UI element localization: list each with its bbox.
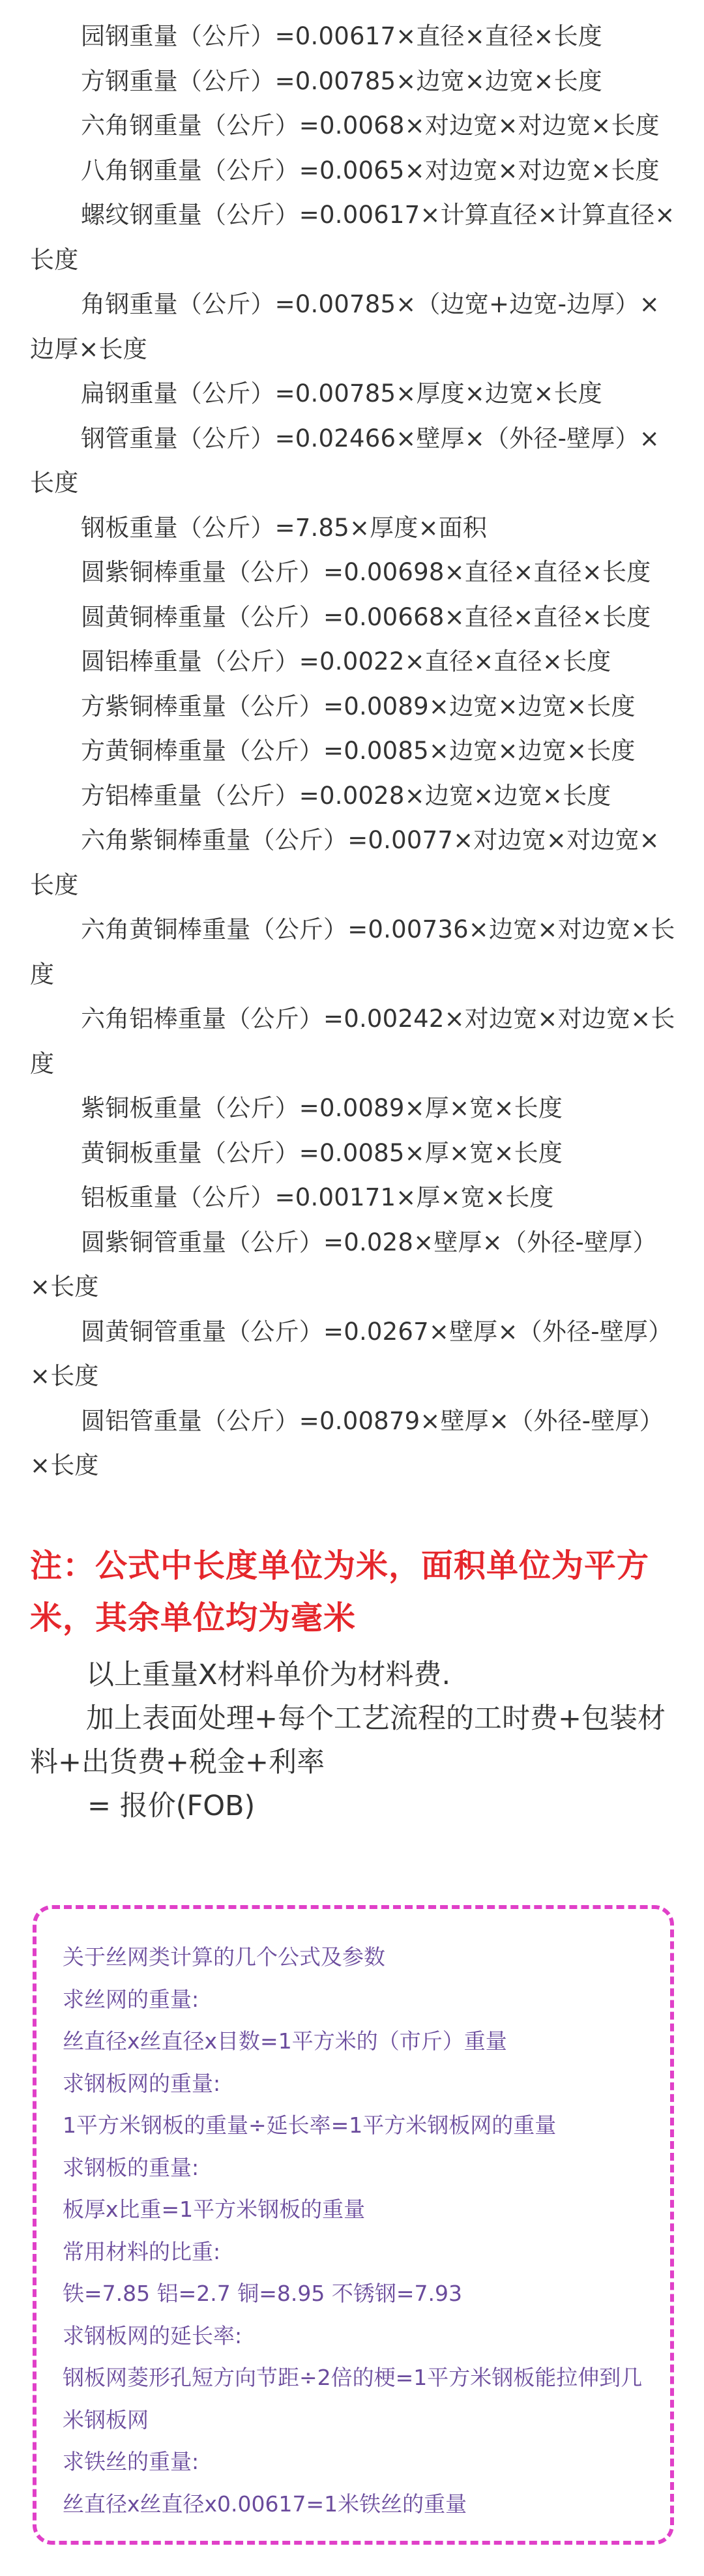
formula-flat-steel: 扁钢重量（公斤）=0.00785×厚度×边宽×长度	[81, 379, 603, 407]
formula-round-aluminum-bar: 圆铝棒重量（公斤）=0.0022×直径×直径×长度	[81, 647, 611, 675]
formula-square-brass-bar: 方黄铜棒重量（公斤）=0.0085×边宽×边宽×长度	[81, 737, 636, 765]
formula-square-steel: 方钢重量（公斤）=0.00785×边宽×边宽×长度	[81, 67, 603, 95]
formula-hexagon-steel: 六角钢重量（公斤）=0.0068×对边宽×对边宽×长度	[81, 111, 660, 140]
formula-angle-steel: 角钢重量（公斤）=0.00785×（边宽+边宽-边厚）×边厚×长度	[30, 290, 660, 363]
formula-hexagon-copper-bar: 六角紫铜棒重量（公斤）=0.0077×对边宽×对边宽×长度	[30, 826, 660, 899]
formula-list	[30, 14, 675, 1488]
formula-square-copper-bar: 方紫铜棒重量（公斤）=0.0089×边宽×边宽×长度	[81, 692, 636, 720]
formula-rebar: 螺纹钢重量（公斤）=0.00617×计算直径×计算直径×长度	[30, 201, 675, 274]
formula-brass-plate: 黄铜板重量（公斤）=0.0085×厚×宽×长度	[81, 1138, 563, 1167]
expanded-metal-weight-formula: 1平方米钢板的重量÷延长率=1平方米钢板网的重量	[63, 2112, 557, 2138]
formula-steel-plate: 钢板重量（公斤）=7.85×厚度×面积	[81, 513, 488, 542]
expanded-metal-weight-heading: 求钢板网的重量:	[63, 2070, 221, 2096]
expansion-rate-heading: 求钢板网的延长率:	[63, 2322, 242, 2348]
formula-steel-pipe: 钢管重量（公斤）=0.02466×壁厚×（外径-壁厚）×长度	[30, 424, 660, 497]
material-density-heading: 常用材料的比重:	[63, 2238, 221, 2264]
steel-plate-weight-heading: 求钢板的重量:	[63, 2154, 199, 2180]
wire-mesh-formula-box	[33, 1905, 674, 2545]
formula-round-steel: 园钢重量（公斤）=0.00617×直径×直径×长度	[81, 22, 603, 50]
formula-octagon-steel: 八角钢重量（公斤）=0.0065×对边宽×对边宽×长度	[81, 156, 660, 185]
material-density-values: 铁=7.85 铝=2.7 铜=8.95 不锈钢=7.93	[63, 2281, 462, 2306]
formula-round-brass-bar: 圆黄铜棒重量（公斤）=0.00668×直径×直径×长度	[81, 602, 651, 631]
wire-mesh-weight-formula: 丝直径x丝直径x目数=1平方米的（市斤）重量	[63, 2028, 507, 2054]
pricing-line-additional-costs: 加上表面处理+每个工艺流程的工时费+包装材料+出货费+税金+利率	[30, 1702, 666, 1779]
formula-square-aluminum-bar: 方铝棒重量（公斤）=0.0028×边宽×边宽×长度	[81, 781, 611, 810]
pricing-line-material-cost: 以上重量X材料单价为材料费.	[86, 1659, 451, 1691]
formula-hexagon-brass-bar: 六角黄铜棒重量（公斤）=0.00736×边宽×对边宽×长度	[30, 915, 675, 988]
formula-round-brass-tube: 圆黄铜管重量（公斤）=0.0267×壁厚×（外径-壁厚）×长度	[30, 1317, 673, 1390]
mesh-box-title: 关于丝网类计算的几个公式及参数	[63, 1944, 385, 1970]
formula-round-aluminum-tube: 圆铝管重量（公斤）=0.00879×壁厚×（外径-壁厚）×长度	[30, 1406, 664, 1479]
formula-copper-plate: 紫铜板重量（公斤）=0.0089×厚×宽×长度	[81, 1094, 563, 1122]
pricing-section	[30, 1653, 675, 1828]
pricing-line-quote: = 报价(FOB)	[87, 1790, 256, 1822]
iron-wire-weight-heading: 求铁丝的重量:	[63, 2449, 199, 2474]
formula-aluminum-plate: 铝板重量（公斤）=0.00171×厚×宽×长度	[81, 1183, 554, 1211]
expansion-rate-formula: 钢板网菱形孔短方向节距÷2倍的梗=1平方米钢板能拉伸到几米钢板网	[63, 2365, 643, 2433]
unit-note: 注：公式中长度单位为米，面积单位为平方米，其余单位均为毫米	[30, 1547, 650, 1636]
formula-round-copper-bar: 圆紫铜棒重量（公斤）=0.00698×直径×直径×长度	[81, 558, 651, 586]
iron-wire-weight-formula: 丝直径x丝直径x0.00617=1米铁丝的重量	[63, 2491, 467, 2517]
formula-hexagon-aluminum-bar: 六角铝棒重量（公斤）=0.00242×对边宽×对边宽×长度	[30, 1005, 675, 1078]
steel-plate-weight-formula: 板厚x比重=1平方米钢板的重量	[63, 2197, 366, 2222]
wire-mesh-weight-heading: 求丝网的重量:	[63, 1986, 199, 2012]
formula-round-copper-tube: 圆紫铜管重量（公斤）=0.028×壁厚×（外径-壁厚）×长度	[30, 1228, 657, 1301]
